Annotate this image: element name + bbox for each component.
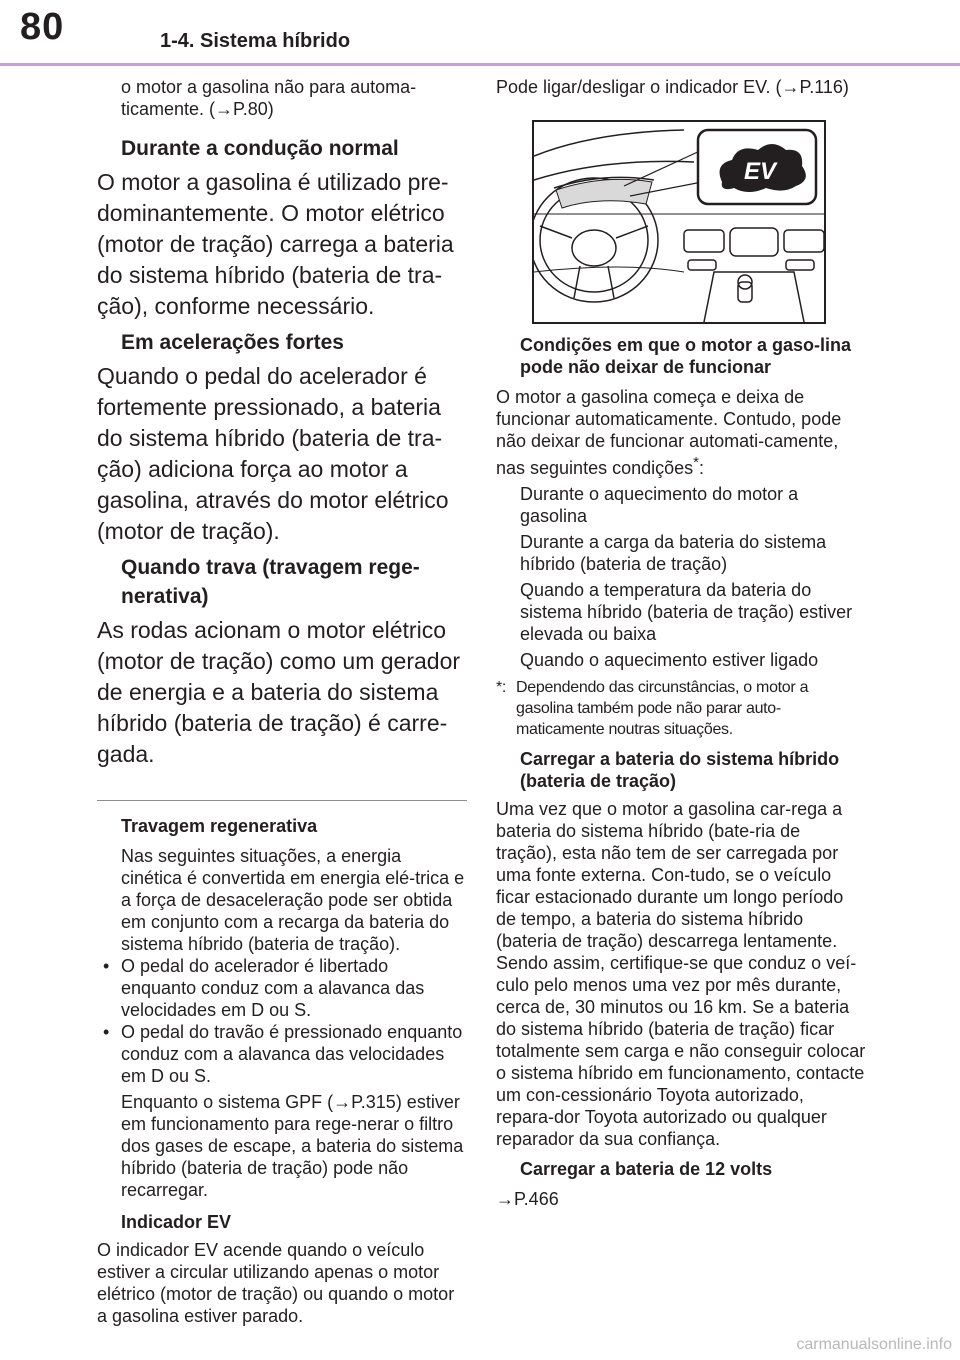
heading-charge-hybrid-battery: Carregar a bateria do sistema híbrido (bateria de tração) xyxy=(520,749,840,791)
footnote-asterisk: * xyxy=(693,454,699,471)
regen-bullet-list xyxy=(97,955,467,1087)
intro-text: o motor a gasolina não para automa-ticamente. (→P.80) xyxy=(121,77,417,119)
paragraph-normal-driving: O motor a gasolina é utilizado pre-dominantemente. O motor elétrico (motor de tração) carrega a bateria do sistema híbrido (bateria de tra-ção), conforme necessário. xyxy=(97,169,454,319)
paragraph-engine-conditions-text: O motor a gasolina começa e deixa de funcionar automaticamente. Contudo, pode não deixar de funcionar automati-camente, nas seguintes condições xyxy=(496,387,842,478)
paragraph-braking: As rodas acionam o motor elétrico (motor de tração) como um gerador de energia e a bateria do sistema híbrido (bateria de tração) é carre-gada. xyxy=(97,617,461,767)
condition-item: Quando o aquecimento estiver ligado xyxy=(520,650,819,670)
ev-toggle-text: Pode ligar/desligar o indicador EV. (→P.116) xyxy=(496,77,849,97)
list-item: • O pedal do travão é pressionado enquanto conduz com a alavanca das velocidades em D ou S. xyxy=(97,1021,467,1087)
left-column xyxy=(97,76,467,1327)
list-item: • O pedal do acelerador é libertado enquanto conduz com a alavanca das velocidades em D ou S. xyxy=(97,955,467,1021)
heading-regenerative-braking: Travagem regenerativa xyxy=(121,816,318,836)
footnote xyxy=(496,677,866,740)
header-rule xyxy=(0,63,960,66)
heading-braking: Quando trava (travagem rege-nerativa) xyxy=(121,556,420,608)
paragraph-strong-acceleration: Quando o pedal do acelerador é fortemente pressionado, a bateria do sistema híbrido (bateria de tra-ção) adiciona força ao motor a gasolina, através do motor elétrico (motor de tração). xyxy=(97,363,449,544)
section-title: 1-4. Sistema híbrido xyxy=(160,30,351,52)
section-divider xyxy=(97,800,467,801)
footnote-text: Dependendo das circunstâncias, o motor a gasolina também pode não parar auto-maticamente noutras situações. xyxy=(516,679,809,738)
paragraph-regenerative-braking: Nas seguintes situações, a energia cinética é convertida em energia elé-trica e a força de desaceleração pode ser obtida em conjunto com a recarga da bateria do sistema híbrido (bateria de tração). xyxy=(121,846,465,954)
heading-charge-12v-battery: Carregar a bateria de 12 volts xyxy=(520,1159,773,1179)
conditions-colon: : xyxy=(698,458,704,478)
heading-normal-driving: Durante a condução normal xyxy=(121,137,399,160)
dashboard-illustration xyxy=(532,120,826,324)
dashboard-drawing xyxy=(534,122,824,322)
footnote-mark: *: xyxy=(496,679,507,696)
page-number: 80 xyxy=(20,6,65,48)
paragraph-charge-hybrid-battery: Uma vez que o motor a gasolina car-rega a bateria do sistema híbrido (bate-ria de tração), esta não tem de ser carregada por uma fonte externa. Con-tudo, se o veículo ficar estacionado durante um longo período de tempo, a bateria do sistema híbrido (bateria de tração) descarrega lentamente. Sendo assim, certifique-se que conduz o veí-culo pelo menos uma vez por mês durante, cerca de, 30 minutos ou 16 km. Se a bateria do sistema híbrido (bateria de tração) ficar totalmente sem carga e não conseguir colocar o sistema híbrido em funcionamento, contacte um con-cessionário Toyota autorizado, repara-dor Toyota autorizado ou qualquer reparador da sua confiança. xyxy=(496,799,866,1149)
paragraph-ev-indicator: O indicador EV acende quando o veículo estiver a circular utilizando apenas o motor elétrico (motor de tração) ou quando o motor a gasolina estiver parado. xyxy=(97,1240,455,1326)
heading-ev-indicator: Indicador EV xyxy=(121,1212,232,1232)
paragraph-engine-conditions xyxy=(496,386,866,479)
heading-engine-conditions: Condições em que o motor a gaso-lina pode não deixar de funcionar xyxy=(520,335,852,377)
condition-item: Quando a temperatura da bateria do sistema híbrido (bateria de tração) estiver elevada ou baixa xyxy=(520,580,853,644)
condition-item: Durante o aquecimento do motor a gasolina xyxy=(520,484,799,526)
ev-badge-text: EV xyxy=(743,158,777,185)
page-reference-12v[interactable]: →P.466 xyxy=(496,1189,559,1209)
condition-item: Durante a carga da bateria do sistema híbrido (bateria de tração) xyxy=(520,532,827,574)
paragraph-gpf: Enquanto o sistema GPF (→P.315) estiver em funcionamento para rege-nerar o filtro dos gases de escape, a bateria do sistema híbrido (bateria de tração) pode não recarregar. xyxy=(121,1092,464,1200)
heading-strong-acceleration: Em acelerações fortes xyxy=(121,331,344,354)
right-column xyxy=(496,76,866,1210)
watermark: carmanualsonline.info xyxy=(796,1336,952,1353)
